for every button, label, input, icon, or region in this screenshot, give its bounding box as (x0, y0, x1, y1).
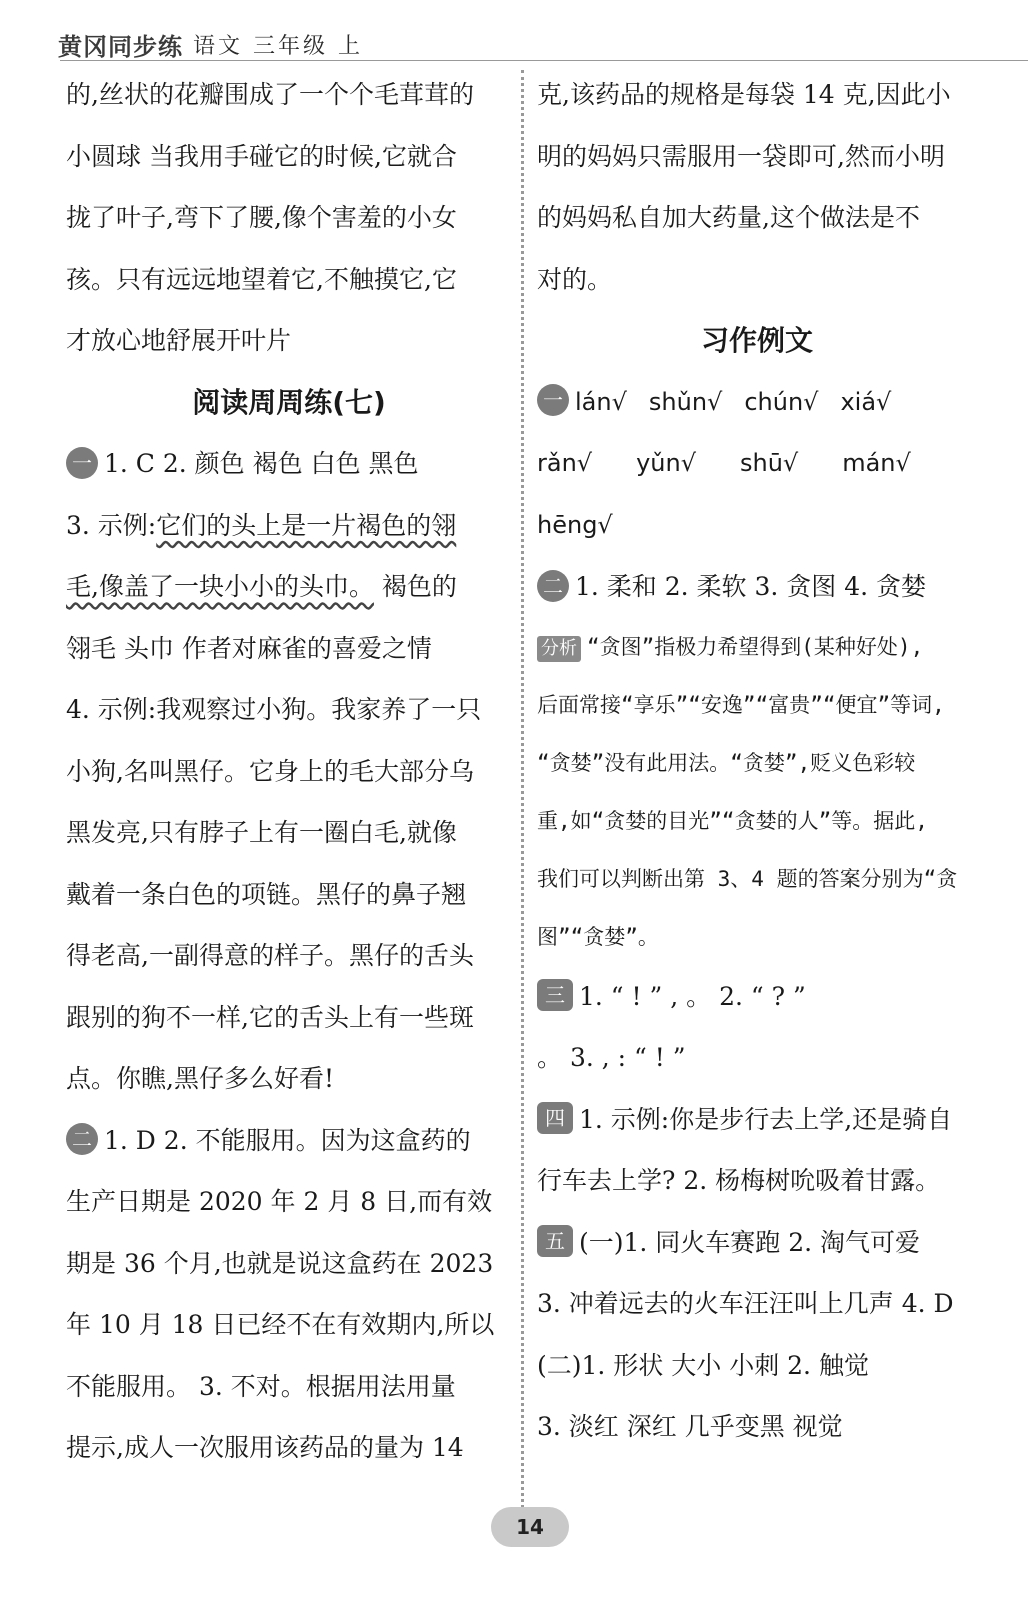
answer-line: 3. 淡红 深红 几乎变黑 视觉 (537, 1412, 843, 1441)
pinyin-item: xiá√ (840, 387, 892, 416)
answer-line: 跟别的狗不一样,它的舌头上有一些斑 (66, 1002, 474, 1032)
question-2-line (537, 556, 977, 618)
answer-line: 4. 示例:我观察过小狗。我家养了一只 (66, 695, 482, 724)
series-brand: 黄冈同步练 (58, 32, 183, 61)
question-badge-5: 五 (537, 1225, 573, 1257)
text-line: 小圆球 当我用手碰它的时候,它就合 (66, 141, 457, 171)
pinyin-row (537, 372, 977, 434)
pinyin-item: chún√ (744, 387, 819, 416)
answer-text: 1. D 2. 不能服用。因为这盒药的 (104, 1125, 471, 1155)
answer-line: 期是 36 个月,也就是说这盒药在 2023 (66, 1248, 494, 1278)
question-4-line (537, 1089, 977, 1151)
question-badge-4: 四 (537, 1102, 573, 1134)
pinyin-row (537, 495, 977, 557)
question-1-line (66, 433, 512, 495)
answer-text: (一)1. 同火车赛跑 2. 淘气可爱 (579, 1227, 921, 1257)
answer-line: 点。你瞧,黑仔多么好看! (66, 1064, 334, 1093)
question-2-line (66, 1110, 512, 1172)
answer-line: 黑发亮,只有脖子上有一圈白毛,就像 (66, 818, 457, 847)
header-rule (60, 60, 1028, 61)
wavy-underlined-sentence: 它们的头上是一片褐色的翎 (156, 510, 457, 540)
analysis-text: “贪图”指极力希望得到(某种好处), (587, 634, 924, 659)
answer-text: 1. 示例:你是步行去上学,还是骑自 (579, 1104, 953, 1134)
pinyin-item: shū√ (740, 449, 799, 477)
answer-line (66, 495, 512, 557)
answer-line: 年 10 月 18 日已经不在有效期内,所以 (66, 1310, 495, 1339)
right-column (537, 64, 977, 1458)
text-line: 的妈妈私自加大药量,这个做法是不 (537, 203, 920, 232)
pinyin-item: shǔn√ (648, 387, 723, 416)
text-line: 对的。 (537, 264, 613, 294)
text-line: 的,丝状的花瓣围成了一个个毛茸茸的 (66, 80, 474, 109)
pinyin-item: mán√ (842, 449, 911, 477)
section-title-reading: 阅读周周练(七) (192, 385, 386, 419)
section-title-writing: 习作例文 (700, 324, 813, 357)
question-5-line (537, 1212, 977, 1274)
analysis-line: 重,如“贪婪的目光”“贪婪的人”等。据此, (537, 808, 928, 833)
page-header (58, 26, 363, 62)
text-line: 克,该药品的规格是每袋 14 克,因此小 (537, 80, 951, 109)
answer-text: 褐色的 (373, 572, 457, 601)
analysis-line (537, 618, 977, 676)
text-line: 孩。只有远远地望着它,不触摸它,它 (66, 264, 457, 294)
left-column (66, 64, 512, 1479)
pinyin-row (537, 433, 977, 495)
answer-line (66, 556, 512, 618)
question-badge-2: 二 (537, 570, 569, 602)
page-number: 14 (491, 1507, 569, 1547)
answer-line: 不能服用。 3. 不对。根据用法用量 (66, 1371, 456, 1401)
text-line: 明的妈妈只需服用一袋即可,然而小明 (537, 141, 945, 171)
question-badge-1: 一 (537, 384, 569, 416)
pinyin-item: yǔn√ (636, 449, 696, 477)
answer-line: 戴着一条白色的项链。黑仔的鼻子翘 (66, 879, 467, 909)
answer-text: 1. “ ! ” , 。 2. “ ? ” (579, 981, 806, 1011)
pinyin-item: lán√ (575, 387, 627, 416)
answer-text: 1. 柔和 2. 柔软 3. 贪图 4. 贪婪 (575, 572, 927, 601)
question-badge-1: 一 (66, 447, 98, 479)
analysis-line: “贪婪”没有此用法。“贪婪”,贬义色彩较 (537, 750, 916, 775)
answer-prefix: 3. 示例: (66, 510, 157, 540)
question-badge-2: 二 (66, 1123, 98, 1155)
column-divider (521, 70, 524, 1515)
subject-label: 语文 三年级 上 (193, 33, 363, 59)
question-badge-3: 三 (537, 979, 573, 1011)
answer-text: 1. C 2. 颜色 褐色 白色 黑色 (104, 449, 419, 478)
analysis-line: 后面常接“享乐”“安逸”“富贵”“便宜”等词, (537, 692, 945, 717)
answer-line: (二)1. 形状 大小 小刺 2. 触觉 (537, 1350, 869, 1380)
analysis-tag: 分析 (537, 636, 581, 662)
answer-line: 得老高,一副得意的样子。黑仔的舌头 (66, 941, 474, 970)
answer-line: 生产日期是 2020 年 2 月 8 日,而有效 (66, 1187, 493, 1216)
answer-line: 翎毛 头巾 作者对麻雀的喜爱之情 (66, 633, 432, 663)
pinyin-item: rǎn√ (537, 449, 593, 477)
analysis-line: 图”“贪婪”。 (537, 924, 659, 949)
answer-line: 小狗,名叫黑仔。它身上的毛大部分乌 (66, 756, 474, 786)
text-line: 拢了叶子,弯下了腰,像个害羞的小女 (66, 203, 457, 232)
text-line: 才放心地舒展开叶片 (66, 326, 292, 355)
answer-line: 行车去上学? 2. 杨梅树吮吸着甘露。 (537, 1166, 941, 1195)
question-3-line (537, 966, 977, 1028)
wavy-underlined-sentence: 毛,像盖了一块小小的头巾。 (66, 572, 374, 601)
pinyin-item: hēng√ (537, 510, 613, 539)
answer-line: 提示,成人一次服用该药品的量为 14 (66, 1433, 464, 1462)
answer-line: 3. 冲着远去的火车汪汪叫上几声 4. D (537, 1289, 954, 1318)
answer-line: 。 3. , : “ ! ” (537, 1043, 686, 1072)
analysis-line: 我们可以判断出第 3、4 题的答案分别为“贪 (537, 866, 958, 891)
